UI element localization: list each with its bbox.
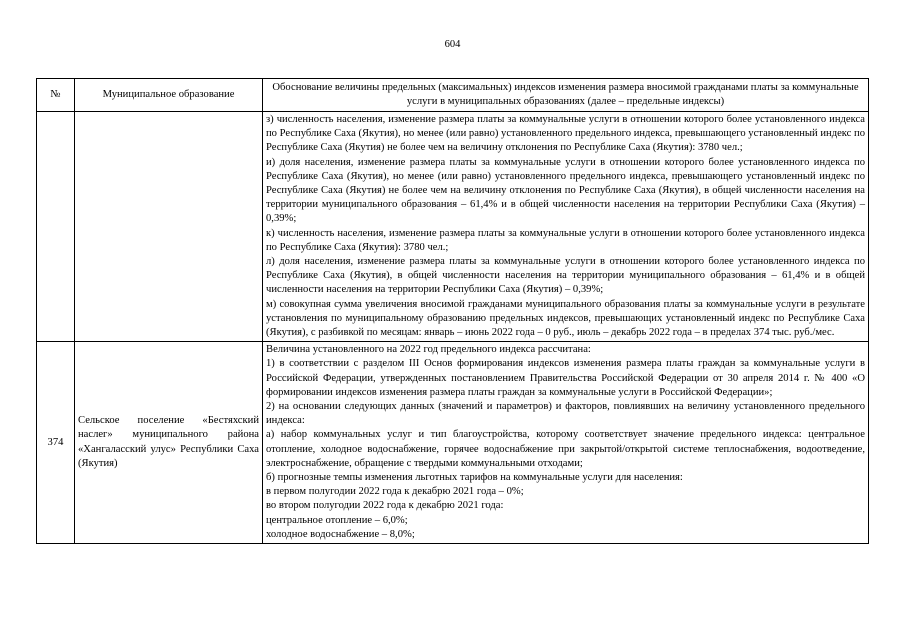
paragraph: холодное водоснабжение – 8,0%;: [266, 528, 415, 540]
row1-basis: [263, 112, 869, 342]
paragraph: во втором полугодии 2022 года к декабрю 2021 года:: [266, 500, 504, 512]
paragraph: в первом полугодии 2022 года к декабрю 2021 года – 0%;: [266, 486, 524, 498]
page-number: 604: [444, 39, 461, 50]
paragraph: Величина установленного на 2022 год предельного индекса рассчитана:: [266, 344, 591, 356]
row1-number: [37, 112, 75, 342]
paragraph: б) прогнозные темпы изменения льготных тарифов на коммунальные услуги для населения:: [266, 472, 683, 484]
paragraph: л) доля населения, изменение размера платы за коммунальные услуги в отношении которого более установленного индекса по Республике Саха (Якутия), в общей численности населения на территории муниципального образования – 61,4% и в общей численности населения на территории Республики Саха (Якутия) – 0,39%;: [266, 256, 865, 296]
indices-table: [36, 78, 869, 544]
table-row: [37, 112, 869, 342]
row1-municipality: [75, 112, 263, 342]
table-row: [37, 342, 869, 544]
paragraph: центральное отопление – 6,0%;: [266, 514, 408, 526]
paragraph: а) набор коммунальных услуг и тип благоустройства, которому соответствует значение предельного индекса: центральное отопление, холодное водоснабжение, горячее водоснабжение при закрытой/открытой системе теплоснабжения, водоотведение, электроснабжение, обращение с твердыми коммунальными отходами;: [266, 429, 865, 469]
table-header-row: [37, 79, 869, 112]
row2-basis: [263, 342, 869, 544]
paragraph: м) совокупная сумма увеличения вносимой гражданами муниципального образования платы за коммунальные услуги в результате установления по муниципальному образованию предельных индексов, превышающих установленный индекс по Республике Саха (Якутия), с разбивкой по месяцам: январь – июнь 2022 года – 0 руб., июль – декабрь 2022 года – в пределах 374 тыс. руб./мес.: [266, 298, 865, 339]
header-number: №: [37, 79, 75, 112]
paragraph: и) доля населения, изменение размера платы за коммунальные услуги в отношении которого более установленного индекса по Республике Саха (Якутия), но менее (или равно) установленного предельного индекса, превышающего установленный индекс по Республике Саха (Якутия) не более чем на величину отклонения по Республике Саха (Якутия), в общей численности населения на территории муниципального образования – 61,4% и в общей численности населения на территории Республики Саха (Якутия) – 0,39%;: [266, 156, 865, 225]
paragraph: к) численность населения, изменение размера платы за коммунальные услуги в отношении которого более установленного индекса по Республике Саха (Якутия): 3780 чел.;: [266, 227, 865, 253]
row2-number: 374: [37, 342, 75, 544]
header-basis: Обоснование величины предельных (максимальных) индексов изменения размера вносимой гражданами платы за коммунальные услуги в муниципальных образованиях (далее – предельные индексы): [263, 79, 869, 112]
row2-municipality: Сельское поселение «Бестяхский наслег» муниципального района «Хангаласский улус» Республики Саха (Якутия): [75, 342, 263, 544]
paragraph: 2) на основании следующих данных (значений и параметров) и факторов, повлиявших на величину установленного предельного индекса:: [266, 401, 865, 427]
paragraph: 1) в соответствии с разделом III Основ формирования индексов изменения размера платы граждан за коммунальные услуги в Российской Федерации, утвержденных постановлением Правительства Российской Федерации от 30 апреля 2014 г. № 400 «О формировании индексов изменения размера платы граждан за коммунальные услуги в Российской Федерации»;: [266, 358, 865, 398]
header-municipality: Муниципальное образование: [75, 79, 263, 112]
paragraph: з) численность населения, изменение размера платы за коммунальные услуги в отношении которого более установленного индекса по Республике Саха (Якутия), но менее (или равно) установленного предельного индекса, превышающего установленный индекс по Республике Саха (Якутия) не более чем на величину отклонения по Республике Саха (Якутия): 3780 чел.;: [266, 114, 865, 154]
